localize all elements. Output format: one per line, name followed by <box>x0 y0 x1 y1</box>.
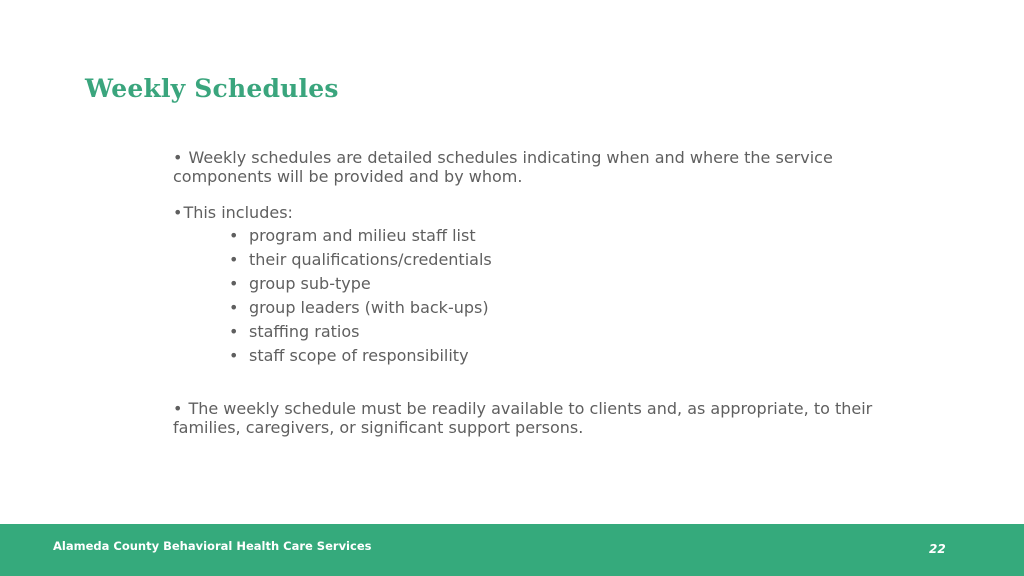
list-item <box>229 250 492 274</box>
bullet-paragraph-3 <box>173 399 873 437</box>
organization-name: Alameda County Behavioral Health Care Services <box>53 539 372 553</box>
bullet-icon: • <box>229 346 239 365</box>
bullet-icon: • <box>229 322 239 341</box>
list-item <box>229 346 492 370</box>
bullet-icon: • <box>173 399 183 418</box>
includes-list <box>229 226 492 370</box>
bullet-icon: • <box>173 203 183 222</box>
list-item <box>229 322 492 346</box>
footer-bar <box>0 524 1024 576</box>
list-item <box>229 226 492 250</box>
bullet-icon: • <box>229 274 239 293</box>
list-item <box>229 298 492 322</box>
list-item-text: group leaders (with back-ups) <box>249 298 489 317</box>
bullet-icon: • <box>229 226 239 245</box>
paragraph-3-text: The weekly schedule must be readily available to clients and, as appropriate, to their families, caregivers, or significant support persons. <box>173 399 873 437</box>
list-item-text: their qualifications/credentials <box>249 250 492 269</box>
bullet-icon: • <box>173 148 183 167</box>
list-item-text: staffing ratios <box>249 322 360 341</box>
bullet-icon: • <box>229 250 239 269</box>
list-item-text: group sub-type <box>249 274 371 293</box>
page-number: 22 <box>929 542 946 556</box>
bullet-icon: • <box>229 298 239 317</box>
paragraph-2-text: This includes: <box>183 203 293 222</box>
list-item-text: staff scope of responsibility <box>249 346 469 365</box>
slide-title: Weekly Schedules <box>85 74 339 103</box>
bullet-paragraph-1 <box>173 148 873 186</box>
list-item <box>229 274 492 298</box>
bullet-paragraph-2 <box>173 203 873 222</box>
paragraph-1-text: Weekly schedules are detailed schedules indicating when and where the service components will be provided and by whom. <box>173 148 833 186</box>
list-item-text: program and milieu staff list <box>249 226 476 245</box>
